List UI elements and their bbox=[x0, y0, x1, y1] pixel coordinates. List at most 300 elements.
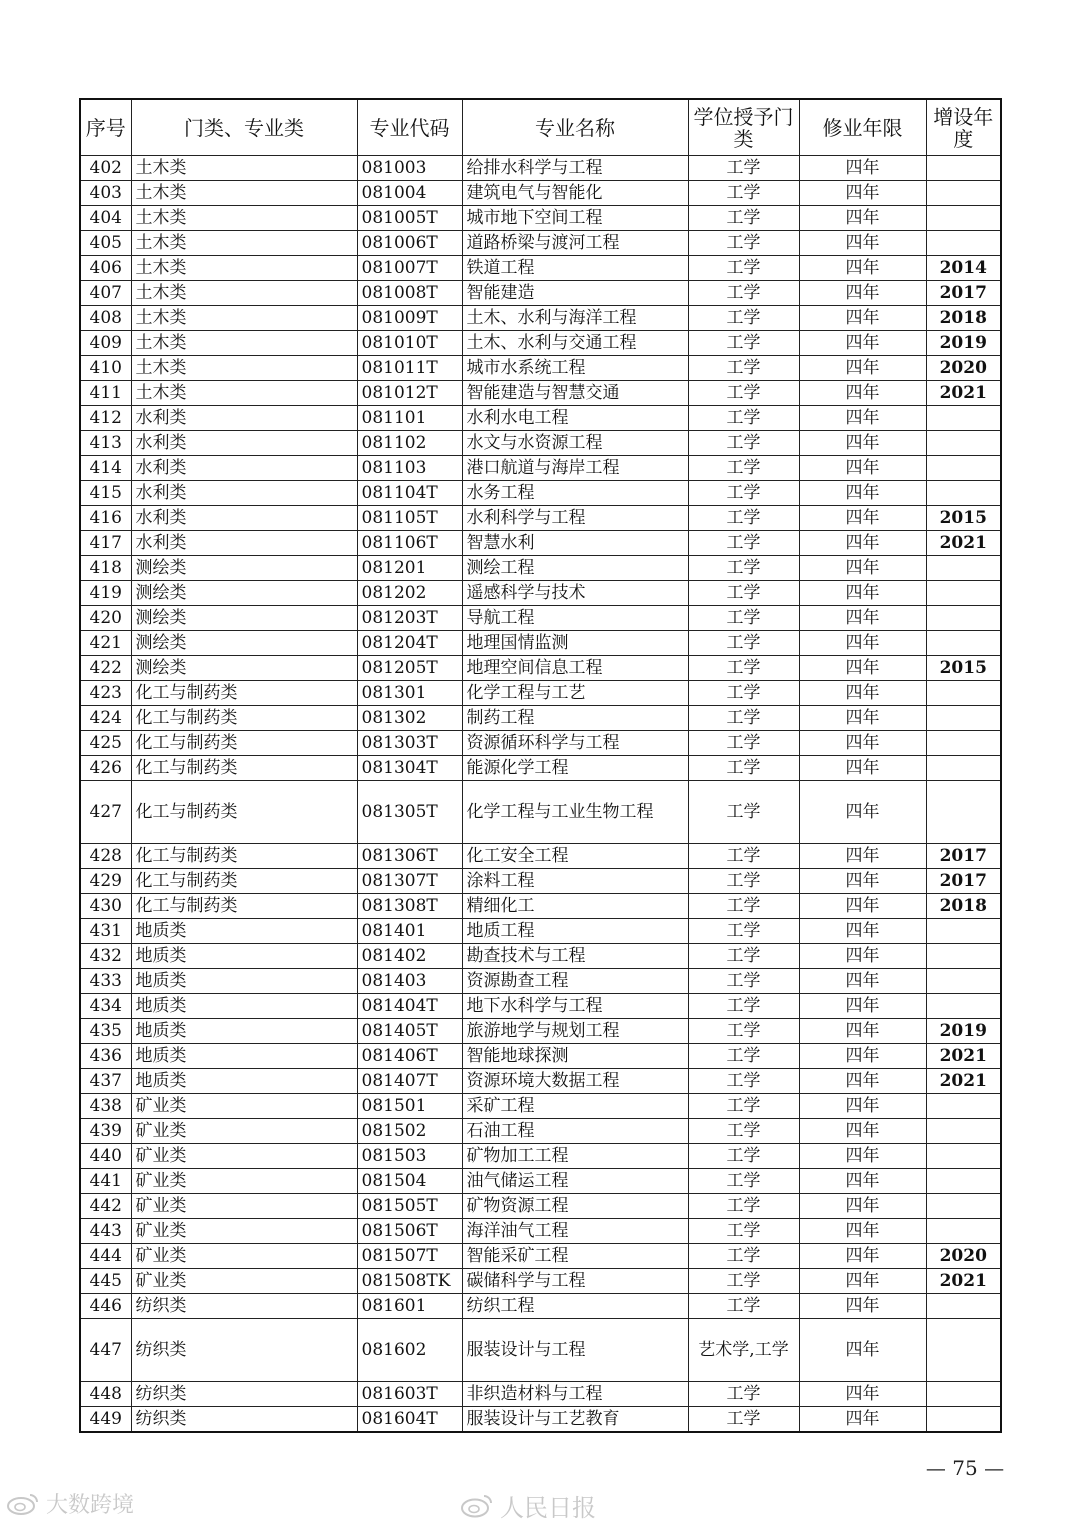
cell-year-added: 2018 bbox=[926, 306, 1001, 331]
cell-degree: 工学 bbox=[688, 944, 799, 969]
cell-duration: 四年 bbox=[799, 431, 926, 456]
table-row bbox=[80, 1194, 1001, 1219]
cell-year-added bbox=[926, 731, 1001, 756]
cell-code: 081304T bbox=[357, 756, 462, 781]
cell-seq: 416 bbox=[80, 506, 131, 531]
cell-year-added: 2017 bbox=[926, 844, 1001, 869]
cell-code: 081308T bbox=[357, 894, 462, 919]
cell-name: 海洋油气工程 bbox=[462, 1219, 688, 1244]
cell-name: 导航工程 bbox=[462, 606, 688, 631]
cell-degree: 工学 bbox=[688, 844, 799, 869]
cell-year-added: 2019 bbox=[926, 331, 1001, 356]
header-name: 专业名称 bbox=[462, 99, 688, 156]
cell-code: 081506T bbox=[357, 1219, 462, 1244]
cell-duration: 四年 bbox=[799, 206, 926, 231]
cell-year-added bbox=[926, 1319, 1001, 1382]
cell-code: 081007T bbox=[357, 256, 462, 281]
cell-year-added: 2021 bbox=[926, 381, 1001, 406]
cell-category: 矿业类 bbox=[131, 1194, 357, 1219]
cell-category: 矿业类 bbox=[131, 1094, 357, 1119]
table-row bbox=[80, 1069, 1001, 1094]
cell-code: 081101 bbox=[357, 406, 462, 431]
table-row bbox=[80, 994, 1001, 1019]
table-row bbox=[80, 1319, 1001, 1382]
table-row bbox=[80, 1219, 1001, 1244]
cell-degree: 工学 bbox=[688, 181, 799, 206]
cell-code: 081601 bbox=[357, 1294, 462, 1319]
cell-year-added: 2017 bbox=[926, 869, 1001, 894]
cell-code: 081006T bbox=[357, 231, 462, 256]
cell-degree: 工学 bbox=[688, 1144, 799, 1169]
cell-year-added bbox=[926, 706, 1001, 731]
cell-degree: 工学 bbox=[688, 656, 799, 681]
cell-category: 土木类 bbox=[131, 306, 357, 331]
cell-category: 地质类 bbox=[131, 1069, 357, 1094]
cell-name: 地理国情监测 bbox=[462, 631, 688, 656]
table-row bbox=[80, 281, 1001, 306]
cell-year-added bbox=[926, 431, 1001, 456]
cell-duration: 四年 bbox=[799, 731, 926, 756]
cell-year-added bbox=[926, 456, 1001, 481]
cell-duration: 四年 bbox=[799, 356, 926, 381]
table-row bbox=[80, 1019, 1001, 1044]
cell-seq: 425 bbox=[80, 731, 131, 756]
cell-code: 081104T bbox=[357, 481, 462, 506]
cell-year-added bbox=[926, 556, 1001, 581]
cell-category: 测绘类 bbox=[131, 606, 357, 631]
cell-category: 矿业类 bbox=[131, 1244, 357, 1269]
cell-name: 碳储科学与工程 bbox=[462, 1269, 688, 1294]
cell-category: 矿业类 bbox=[131, 1219, 357, 1244]
cell-name: 化学工程与工业生物工程 bbox=[462, 781, 688, 844]
cell-degree: 工学 bbox=[688, 506, 799, 531]
table-row bbox=[80, 869, 1001, 894]
table-row bbox=[80, 969, 1001, 994]
cell-duration: 四年 bbox=[799, 869, 926, 894]
cell-degree: 工学 bbox=[688, 1044, 799, 1069]
cell-name: 服装设计与工艺教育 bbox=[462, 1407, 688, 1433]
cell-name: 智慧水利 bbox=[462, 531, 688, 556]
cell-degree: 工学 bbox=[688, 1069, 799, 1094]
cell-seq: 414 bbox=[80, 456, 131, 481]
cell-code: 081507T bbox=[357, 1244, 462, 1269]
cell-year-added: 2019 bbox=[926, 1019, 1001, 1044]
cell-degree: 工学 bbox=[688, 1169, 799, 1194]
cell-seq: 415 bbox=[80, 481, 131, 506]
cell-category: 土木类 bbox=[131, 231, 357, 256]
cell-duration: 四年 bbox=[799, 1169, 926, 1194]
cell-degree: 艺术学,工学 bbox=[688, 1319, 799, 1382]
cell-code: 081302 bbox=[357, 706, 462, 731]
cell-category: 化工与制药类 bbox=[131, 869, 357, 894]
cell-seq: 432 bbox=[80, 944, 131, 969]
cell-year-added bbox=[926, 756, 1001, 781]
cell-name: 智能建造 bbox=[462, 281, 688, 306]
cell-degree: 工学 bbox=[688, 281, 799, 306]
cell-category: 水利类 bbox=[131, 431, 357, 456]
table-row bbox=[80, 1407, 1001, 1433]
header-degree: 学位授予门类 bbox=[688, 99, 799, 156]
cell-category: 地质类 bbox=[131, 1019, 357, 1044]
cell-seq: 420 bbox=[80, 606, 131, 631]
table-row bbox=[80, 1269, 1001, 1294]
cell-seq: 403 bbox=[80, 181, 131, 206]
cell-code: 081201 bbox=[357, 556, 462, 581]
cell-degree: 工学 bbox=[688, 1407, 799, 1433]
cell-name: 城市地下空间工程 bbox=[462, 206, 688, 231]
cell-duration: 四年 bbox=[799, 231, 926, 256]
cell-category: 测绘类 bbox=[131, 631, 357, 656]
cell-code: 081401 bbox=[357, 919, 462, 944]
cell-seq: 411 bbox=[80, 381, 131, 406]
cell-degree: 工学 bbox=[688, 919, 799, 944]
cell-duration: 四年 bbox=[799, 919, 926, 944]
cell-name: 地质工程 bbox=[462, 919, 688, 944]
cell-seq: 407 bbox=[80, 281, 131, 306]
table-row bbox=[80, 731, 1001, 756]
cell-code: 081407T bbox=[357, 1069, 462, 1094]
cell-seq: 421 bbox=[80, 631, 131, 656]
table-row bbox=[80, 156, 1001, 181]
cell-duration: 四年 bbox=[799, 706, 926, 731]
cell-name: 矿物资源工程 bbox=[462, 1194, 688, 1219]
cell-year-added: 2014 bbox=[926, 256, 1001, 281]
cell-category: 化工与制药类 bbox=[131, 844, 357, 869]
cell-seq: 427 bbox=[80, 781, 131, 844]
cell-category: 土木类 bbox=[131, 381, 357, 406]
cell-seq: 410 bbox=[80, 356, 131, 381]
watermark-center bbox=[460, 1488, 596, 1523]
table-row bbox=[80, 431, 1001, 456]
cell-code: 081403 bbox=[357, 969, 462, 994]
cell-code: 081505T bbox=[357, 1194, 462, 1219]
cell-seq: 446 bbox=[80, 1294, 131, 1319]
cell-name: 给排水科学与工程 bbox=[462, 156, 688, 181]
cell-year-added: 2015 bbox=[926, 506, 1001, 531]
cell-year-added bbox=[926, 1219, 1001, 1244]
table-row bbox=[80, 656, 1001, 681]
cell-duration: 四年 bbox=[799, 944, 926, 969]
cell-code: 081205T bbox=[357, 656, 462, 681]
cell-category: 纺织类 bbox=[131, 1407, 357, 1433]
cell-code: 081508TK bbox=[357, 1269, 462, 1294]
table-row bbox=[80, 756, 1001, 781]
cell-code: 081405T bbox=[357, 1019, 462, 1044]
cell-duration: 四年 bbox=[799, 1044, 926, 1069]
cell-duration: 四年 bbox=[799, 1119, 926, 1144]
cell-name: 水利科学与工程 bbox=[462, 506, 688, 531]
cell-seq: 428 bbox=[80, 844, 131, 869]
table-row bbox=[80, 456, 1001, 481]
cell-seq: 438 bbox=[80, 1094, 131, 1119]
table-row bbox=[80, 206, 1001, 231]
cell-name: 水务工程 bbox=[462, 481, 688, 506]
cell-degree: 工学 bbox=[688, 581, 799, 606]
cell-seq: 447 bbox=[80, 1319, 131, 1382]
cell-degree: 工学 bbox=[688, 156, 799, 181]
table-row bbox=[80, 331, 1001, 356]
cell-degree: 工学 bbox=[688, 1382, 799, 1407]
cell-seq: 418 bbox=[80, 556, 131, 581]
cell-degree: 工学 bbox=[688, 356, 799, 381]
cell-year-added bbox=[926, 156, 1001, 181]
cell-duration: 四年 bbox=[799, 306, 926, 331]
table-row bbox=[80, 781, 1001, 844]
cell-seq: 429 bbox=[80, 869, 131, 894]
cell-name: 服装设计与工程 bbox=[462, 1319, 688, 1382]
cell-category: 土木类 bbox=[131, 356, 357, 381]
cell-duration: 四年 bbox=[799, 1407, 926, 1433]
cell-category: 测绘类 bbox=[131, 656, 357, 681]
cell-category: 水利类 bbox=[131, 456, 357, 481]
cell-name: 地下水科学与工程 bbox=[462, 994, 688, 1019]
cell-category: 土木类 bbox=[131, 181, 357, 206]
cell-seq: 441 bbox=[80, 1169, 131, 1194]
header-code: 专业代码 bbox=[357, 99, 462, 156]
cell-year-added bbox=[926, 1169, 1001, 1194]
cell-code: 081012T bbox=[357, 381, 462, 406]
cell-name: 水文与水资源工程 bbox=[462, 431, 688, 456]
cell-seq: 433 bbox=[80, 969, 131, 994]
cell-name: 智能建造与智慧交通 bbox=[462, 381, 688, 406]
cell-category: 纺织类 bbox=[131, 1294, 357, 1319]
cell-name: 智能地球探测 bbox=[462, 1044, 688, 1069]
cell-duration: 四年 bbox=[799, 156, 926, 181]
header-category: 门类、专业类 bbox=[131, 99, 357, 156]
cell-code: 081103 bbox=[357, 456, 462, 481]
cell-degree: 工学 bbox=[688, 731, 799, 756]
table-row bbox=[80, 894, 1001, 919]
cell-duration: 四年 bbox=[799, 456, 926, 481]
cell-seq: 448 bbox=[80, 1382, 131, 1407]
cell-degree: 工学 bbox=[688, 406, 799, 431]
cell-year-added bbox=[926, 1119, 1001, 1144]
cell-category: 土木类 bbox=[131, 281, 357, 306]
table-row bbox=[80, 381, 1001, 406]
cell-degree: 工学 bbox=[688, 1019, 799, 1044]
cell-name: 制药工程 bbox=[462, 706, 688, 731]
cell-degree: 工学 bbox=[688, 256, 799, 281]
cell-degree: 工学 bbox=[688, 206, 799, 231]
cell-year-added bbox=[926, 1144, 1001, 1169]
cell-degree: 工学 bbox=[688, 231, 799, 256]
weibo-icon bbox=[460, 1493, 494, 1519]
cell-seq: 423 bbox=[80, 681, 131, 706]
watermark-left bbox=[6, 1488, 134, 1519]
cell-year-added: 2021 bbox=[926, 1269, 1001, 1294]
header-seq: 序号 bbox=[80, 99, 131, 156]
cell-duration: 四年 bbox=[799, 556, 926, 581]
cell-seq: 406 bbox=[80, 256, 131, 281]
cell-year-added bbox=[926, 781, 1001, 844]
cell-seq: 439 bbox=[80, 1119, 131, 1144]
table-body bbox=[80, 156, 1001, 1433]
cell-duration: 四年 bbox=[799, 781, 926, 844]
cell-category: 化工与制药类 bbox=[131, 894, 357, 919]
weibo-icon bbox=[6, 1492, 40, 1516]
cell-seq: 430 bbox=[80, 894, 131, 919]
cell-seq: 419 bbox=[80, 581, 131, 606]
cell-degree: 工学 bbox=[688, 1119, 799, 1144]
cell-category: 化工与制药类 bbox=[131, 681, 357, 706]
cell-code: 081105T bbox=[357, 506, 462, 531]
table-row bbox=[80, 844, 1001, 869]
cell-duration: 四年 bbox=[799, 606, 926, 631]
cell-year-added bbox=[926, 231, 1001, 256]
cell-year-added bbox=[926, 481, 1001, 506]
cell-seq: 443 bbox=[80, 1219, 131, 1244]
table-row bbox=[80, 681, 1001, 706]
cell-code: 081604T bbox=[357, 1407, 462, 1433]
cell-name: 资源勘查工程 bbox=[462, 969, 688, 994]
cell-degree: 工学 bbox=[688, 331, 799, 356]
cell-year-added bbox=[926, 681, 1001, 706]
cell-duration: 四年 bbox=[799, 1269, 926, 1294]
cell-name: 油气储运工程 bbox=[462, 1169, 688, 1194]
cell-seq: 442 bbox=[80, 1194, 131, 1219]
cell-year-added bbox=[926, 1094, 1001, 1119]
cell-year-added bbox=[926, 581, 1001, 606]
cell-code: 081102 bbox=[357, 431, 462, 456]
cell-name: 资源环境大数据工程 bbox=[462, 1069, 688, 1094]
cell-code: 081010T bbox=[357, 331, 462, 356]
cell-category: 土木类 bbox=[131, 331, 357, 356]
cell-year-added: 2021 bbox=[926, 1044, 1001, 1069]
cell-duration: 四年 bbox=[799, 1019, 926, 1044]
cell-name: 土木、水利与海洋工程 bbox=[462, 306, 688, 331]
cell-duration: 四年 bbox=[799, 681, 926, 706]
table-row bbox=[80, 506, 1001, 531]
cell-duration: 四年 bbox=[799, 481, 926, 506]
cell-name: 能源化学工程 bbox=[462, 756, 688, 781]
cell-category: 测绘类 bbox=[131, 581, 357, 606]
table-row bbox=[80, 919, 1001, 944]
cell-duration: 四年 bbox=[799, 331, 926, 356]
cell-name: 精细化工 bbox=[462, 894, 688, 919]
cell-name: 勘查技术与工程 bbox=[462, 944, 688, 969]
cell-degree: 工学 bbox=[688, 706, 799, 731]
cell-name: 矿物加工工程 bbox=[462, 1144, 688, 1169]
cell-code: 081406T bbox=[357, 1044, 462, 1069]
table-row bbox=[80, 356, 1001, 381]
cell-name: 遥感科学与技术 bbox=[462, 581, 688, 606]
cell-category: 化工与制药类 bbox=[131, 781, 357, 844]
cell-code: 081504 bbox=[357, 1169, 462, 1194]
table-row bbox=[80, 1119, 1001, 1144]
cell-category: 地质类 bbox=[131, 994, 357, 1019]
cell-name: 智能采矿工程 bbox=[462, 1244, 688, 1269]
cell-name: 城市水系统工程 bbox=[462, 356, 688, 381]
table-row bbox=[80, 1294, 1001, 1319]
table-row bbox=[80, 1244, 1001, 1269]
cell-duration: 四年 bbox=[799, 844, 926, 869]
cell-code: 081008T bbox=[357, 281, 462, 306]
cell-seq: 404 bbox=[80, 206, 131, 231]
cell-degree: 工学 bbox=[688, 606, 799, 631]
cell-code: 081402 bbox=[357, 944, 462, 969]
cell-name: 化工安全工程 bbox=[462, 844, 688, 869]
cell-category: 矿业类 bbox=[131, 1169, 357, 1194]
cell-seq: 444 bbox=[80, 1244, 131, 1269]
cell-category: 纺织类 bbox=[131, 1382, 357, 1407]
watermark-center-text: 人民日报 bbox=[500, 1494, 596, 1522]
cell-name: 水利水电工程 bbox=[462, 406, 688, 431]
cell-year-added bbox=[926, 1194, 1001, 1219]
cell-duration: 四年 bbox=[799, 656, 926, 681]
cell-seq: 422 bbox=[80, 656, 131, 681]
cell-seq: 426 bbox=[80, 756, 131, 781]
table-row bbox=[80, 606, 1001, 631]
cell-category: 水利类 bbox=[131, 506, 357, 531]
cell-year-added bbox=[926, 919, 1001, 944]
cell-degree: 工学 bbox=[688, 894, 799, 919]
cell-category: 化工与制药类 bbox=[131, 756, 357, 781]
cell-year-added: 2015 bbox=[926, 656, 1001, 681]
cell-degree: 工学 bbox=[688, 631, 799, 656]
cell-year-added: 2018 bbox=[926, 894, 1001, 919]
table-row bbox=[80, 1044, 1001, 1069]
cell-category: 矿业类 bbox=[131, 1144, 357, 1169]
cell-duration: 四年 bbox=[799, 506, 926, 531]
cell-year-added bbox=[926, 969, 1001, 994]
cell-code: 081501 bbox=[357, 1094, 462, 1119]
table-row bbox=[80, 1094, 1001, 1119]
cell-duration: 四年 bbox=[799, 1244, 926, 1269]
cell-code: 081306T bbox=[357, 844, 462, 869]
cell-code: 081305T bbox=[357, 781, 462, 844]
cell-degree: 工学 bbox=[688, 1094, 799, 1119]
table-row bbox=[80, 581, 1001, 606]
cell-name: 地理空间信息工程 bbox=[462, 656, 688, 681]
cell-seq: 424 bbox=[80, 706, 131, 731]
cell-category: 地质类 bbox=[131, 944, 357, 969]
cell-year-added: 2021 bbox=[926, 531, 1001, 556]
cell-year-added bbox=[926, 994, 1001, 1019]
cell-duration: 四年 bbox=[799, 969, 926, 994]
cell-year-added: 2020 bbox=[926, 356, 1001, 381]
table-row bbox=[80, 256, 1001, 281]
cell-degree: 工学 bbox=[688, 1244, 799, 1269]
page-number: — 75 — bbox=[925, 1456, 1005, 1480]
cell-seq: 431 bbox=[80, 919, 131, 944]
cell-code: 081602 bbox=[357, 1319, 462, 1382]
cell-seq: 435 bbox=[80, 1019, 131, 1044]
cell-seq: 445 bbox=[80, 1269, 131, 1294]
cell-name: 道路桥梁与渡河工程 bbox=[462, 231, 688, 256]
table-row bbox=[80, 231, 1001, 256]
cell-year-added bbox=[926, 1407, 1001, 1433]
cell-seq: 408 bbox=[80, 306, 131, 331]
cell-seq: 449 bbox=[80, 1407, 131, 1433]
cell-degree: 工学 bbox=[688, 869, 799, 894]
cell-code: 081603T bbox=[357, 1382, 462, 1407]
cell-year-added bbox=[926, 181, 1001, 206]
cell-name: 土木、水利与交通工程 bbox=[462, 331, 688, 356]
cell-code: 081303T bbox=[357, 731, 462, 756]
table-header-row bbox=[80, 99, 1001, 156]
table-row bbox=[80, 631, 1001, 656]
cell-degree: 工学 bbox=[688, 756, 799, 781]
cell-name: 石油工程 bbox=[462, 1119, 688, 1144]
cell-code: 081203T bbox=[357, 606, 462, 631]
cell-duration: 四年 bbox=[799, 381, 926, 406]
cell-seq: 437 bbox=[80, 1069, 131, 1094]
cell-code: 081004 bbox=[357, 181, 462, 206]
cell-degree: 工学 bbox=[688, 1269, 799, 1294]
cell-duration: 四年 bbox=[799, 1382, 926, 1407]
cell-seq: 402 bbox=[80, 156, 131, 181]
cell-name: 测绘工程 bbox=[462, 556, 688, 581]
